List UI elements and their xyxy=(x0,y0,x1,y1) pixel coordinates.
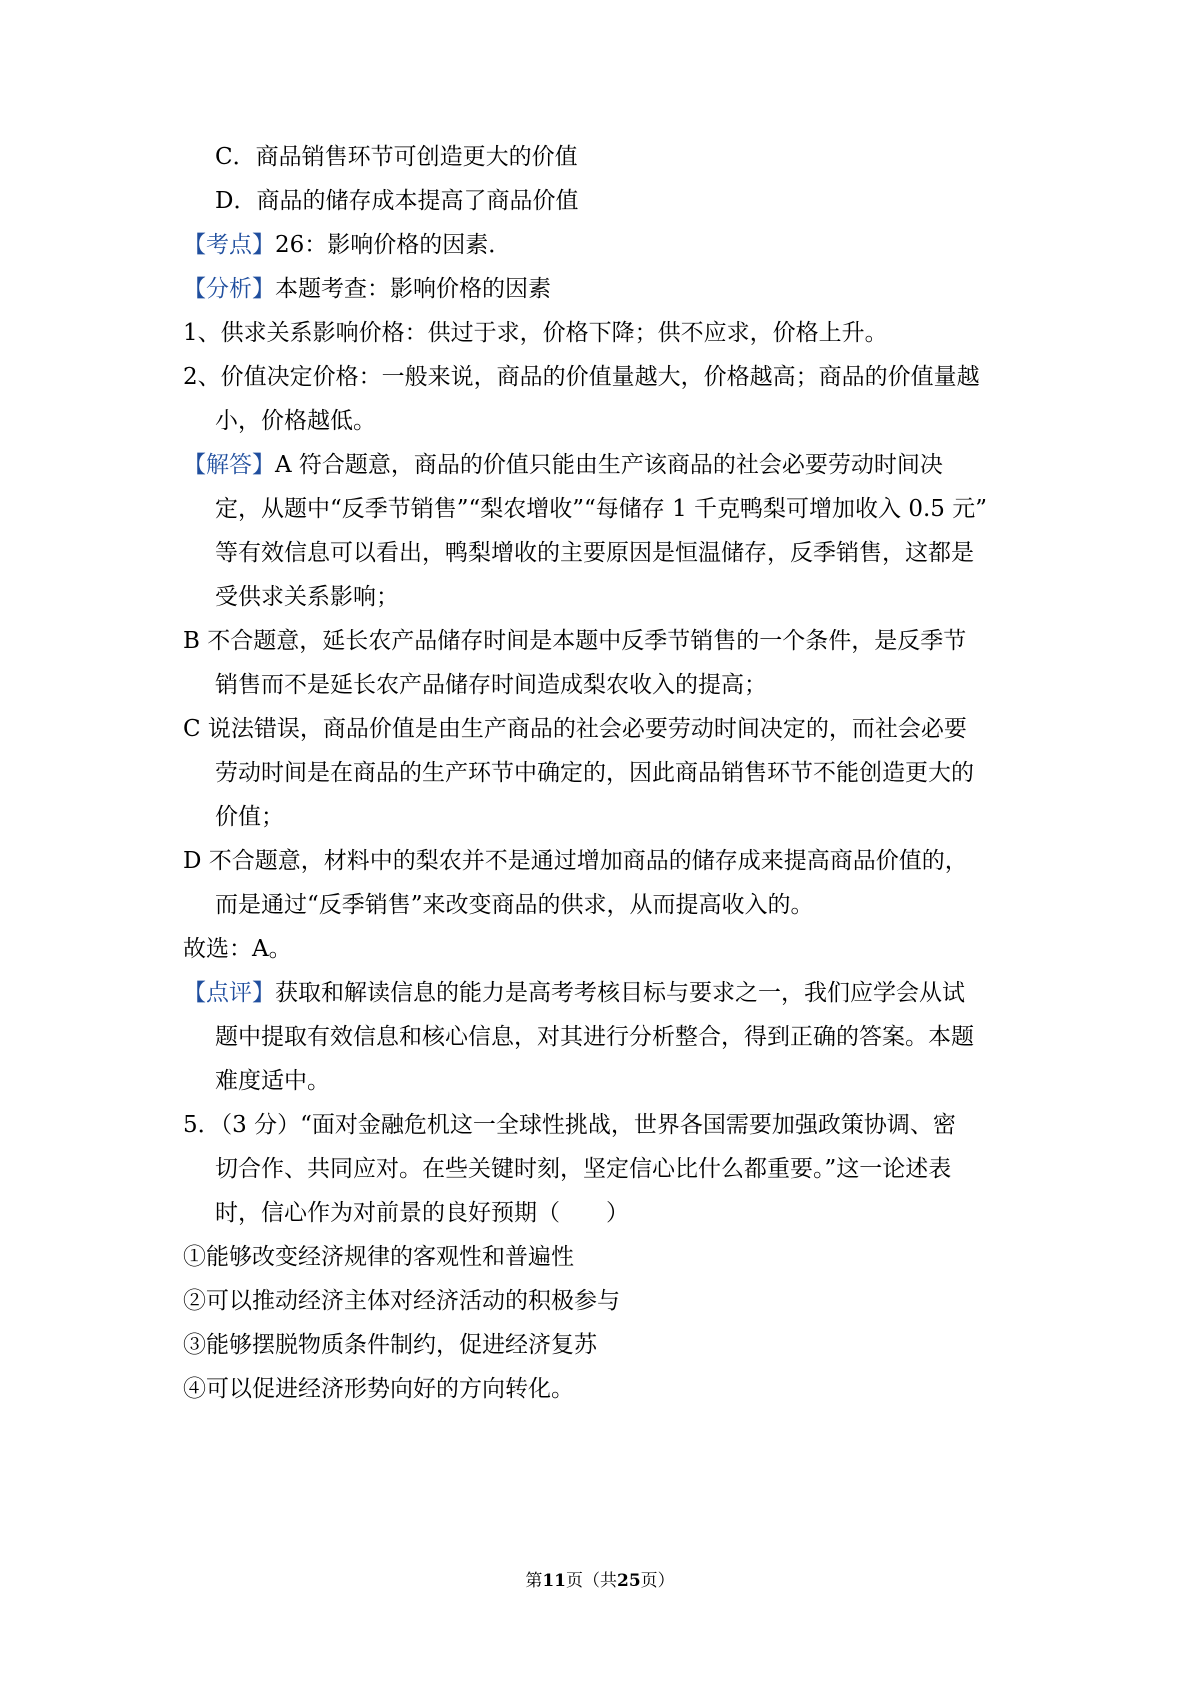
question-5 xyxy=(183,1110,956,1140)
question-5-cont-2 xyxy=(215,1198,629,1228)
answer-line xyxy=(183,934,292,964)
line-text: 受供求关系影响； xyxy=(215,584,399,610)
line-text: 2、价值决定价格：一般来说，商品的价值量越大，价格越高；商品的价值量越 xyxy=(183,364,980,390)
jieda-cont-2 xyxy=(215,538,974,568)
option-d-explain-cont xyxy=(215,890,814,920)
line-text: ①能够改变经济规律的客观性和普遍性 xyxy=(183,1244,574,1270)
line-text: D 不合题意，材料中的梨农并不是通过增加商品的储存成来提高商品价值的， xyxy=(183,848,968,874)
footer-middle: 页（共 xyxy=(566,1571,617,1591)
line-text: 定，从题中“反季节销售”“梨农增收”“每储存 1 千克鸭梨可增加收入 0.5 元” xyxy=(215,496,988,522)
line-text: 故选：A。 xyxy=(183,936,292,962)
line-text: 价值； xyxy=(215,804,284,830)
line-text: 26：影响价格的因素． xyxy=(275,232,512,258)
analysis-point-2 xyxy=(183,362,980,392)
line-text: 切合作、共同应对。在些关键时刻，坚定信心比什么都重要。”这一论述表 xyxy=(215,1156,952,1182)
line-text: A 符合题意，商品的价值只能由生产该商品的社会必要劳动时间决 xyxy=(275,452,943,478)
line-text: 5．（3 分）“面对金融危机这一全球性挑战，世界各国需要加强政策协调、密 xyxy=(183,1112,956,1138)
option-c-explain-cont-2 xyxy=(215,802,284,832)
question-5-cont-1 xyxy=(215,1154,951,1184)
line-text: 劳动时间是在商品的生产环节中确定的，因此商品销售环节不能创造更大的 xyxy=(215,760,974,786)
line-text: 题中提取有效信息和核心信息，对其进行分析整合，得到正确的答案。本题 xyxy=(215,1024,974,1050)
footer-page-number: 11 xyxy=(542,1571,566,1591)
jieda-cont-1 xyxy=(215,494,987,524)
kaodian-line xyxy=(183,230,511,260)
line-text: ③能够摆脱物质条件制约，促进经济复苏 xyxy=(183,1332,597,1358)
line-text: 时，信心作为对前景的良好预期（ ） xyxy=(215,1200,629,1226)
option-c-explain-cont-1 xyxy=(215,758,974,788)
jieda-line xyxy=(183,450,943,480)
option-c-explain xyxy=(183,714,967,744)
statement-1 xyxy=(183,1242,574,1272)
jieda-cont-3 xyxy=(215,582,399,612)
dianping-tag: 【点评】 xyxy=(183,980,275,1006)
line-text: 获取和解读信息的能力是高考考核目标与要求之一，我们应学会从试 xyxy=(275,980,965,1006)
dianping-line xyxy=(183,978,965,1008)
dianping-cont-1 xyxy=(215,1022,974,1052)
kaodian-tag: 【考点】 xyxy=(183,232,275,258)
option-d-explain xyxy=(183,846,968,876)
footer-total-pages: 25 xyxy=(617,1571,641,1591)
option-d xyxy=(215,186,578,216)
option-b-explain-cont xyxy=(215,670,767,700)
line-text: ②可以推动经济主体对经济活动的积极参与 xyxy=(183,1288,620,1314)
footer-suffix: 页） xyxy=(640,1571,675,1591)
analysis-point-2-cont xyxy=(215,406,376,436)
line-text: 销售而不是延长农产品储存时间造成梨农收入的提高； xyxy=(215,672,767,698)
line-text: 等有效信息可以看出，鸭梨增收的主要原因是恒温储存，反季销售，这都是 xyxy=(215,540,974,566)
fenxi-line xyxy=(183,274,551,304)
line-text: ④可以促进经济形势向好的方向转化。 xyxy=(183,1376,574,1402)
statement-3 xyxy=(183,1330,597,1360)
option-b-explain xyxy=(183,626,966,656)
option-c xyxy=(215,142,578,172)
line-text: 本题考查：影响价格的因素 xyxy=(275,276,551,302)
footer-prefix: 第 xyxy=(525,1571,543,1591)
jieda-tag: 【解答】 xyxy=(183,452,275,478)
dianping-cont-2 xyxy=(215,1066,330,1096)
line-text: B 不合题意，延长农产品储存时间是本题中反季节销售的一个条件，是反季节 xyxy=(183,628,967,654)
line-text: 难度适中。 xyxy=(215,1068,330,1094)
line-text: 1、供求关系影响价格：供过于求，价格下降；供不应求，价格上升。 xyxy=(183,320,888,346)
line-text: 而是通过“反季销售”来改变商品的供求，从而提高收入的。 xyxy=(215,892,814,918)
line-text: C．商品销售环节可创造更大的价值 xyxy=(215,144,578,170)
page-footer xyxy=(0,1570,1200,1592)
statement-2 xyxy=(183,1286,620,1316)
analysis-point-1 xyxy=(183,318,888,348)
line-text: C 说法错误，商品价值是由生产商品的社会必要劳动时间决定的，而社会必要 xyxy=(183,716,967,742)
fenxi-tag: 【分析】 xyxy=(183,276,275,302)
line-text: D．商品的储存成本提高了商品价值 xyxy=(215,188,579,214)
statement-4 xyxy=(183,1374,574,1404)
line-text: 小，价格越低。 xyxy=(215,408,376,434)
